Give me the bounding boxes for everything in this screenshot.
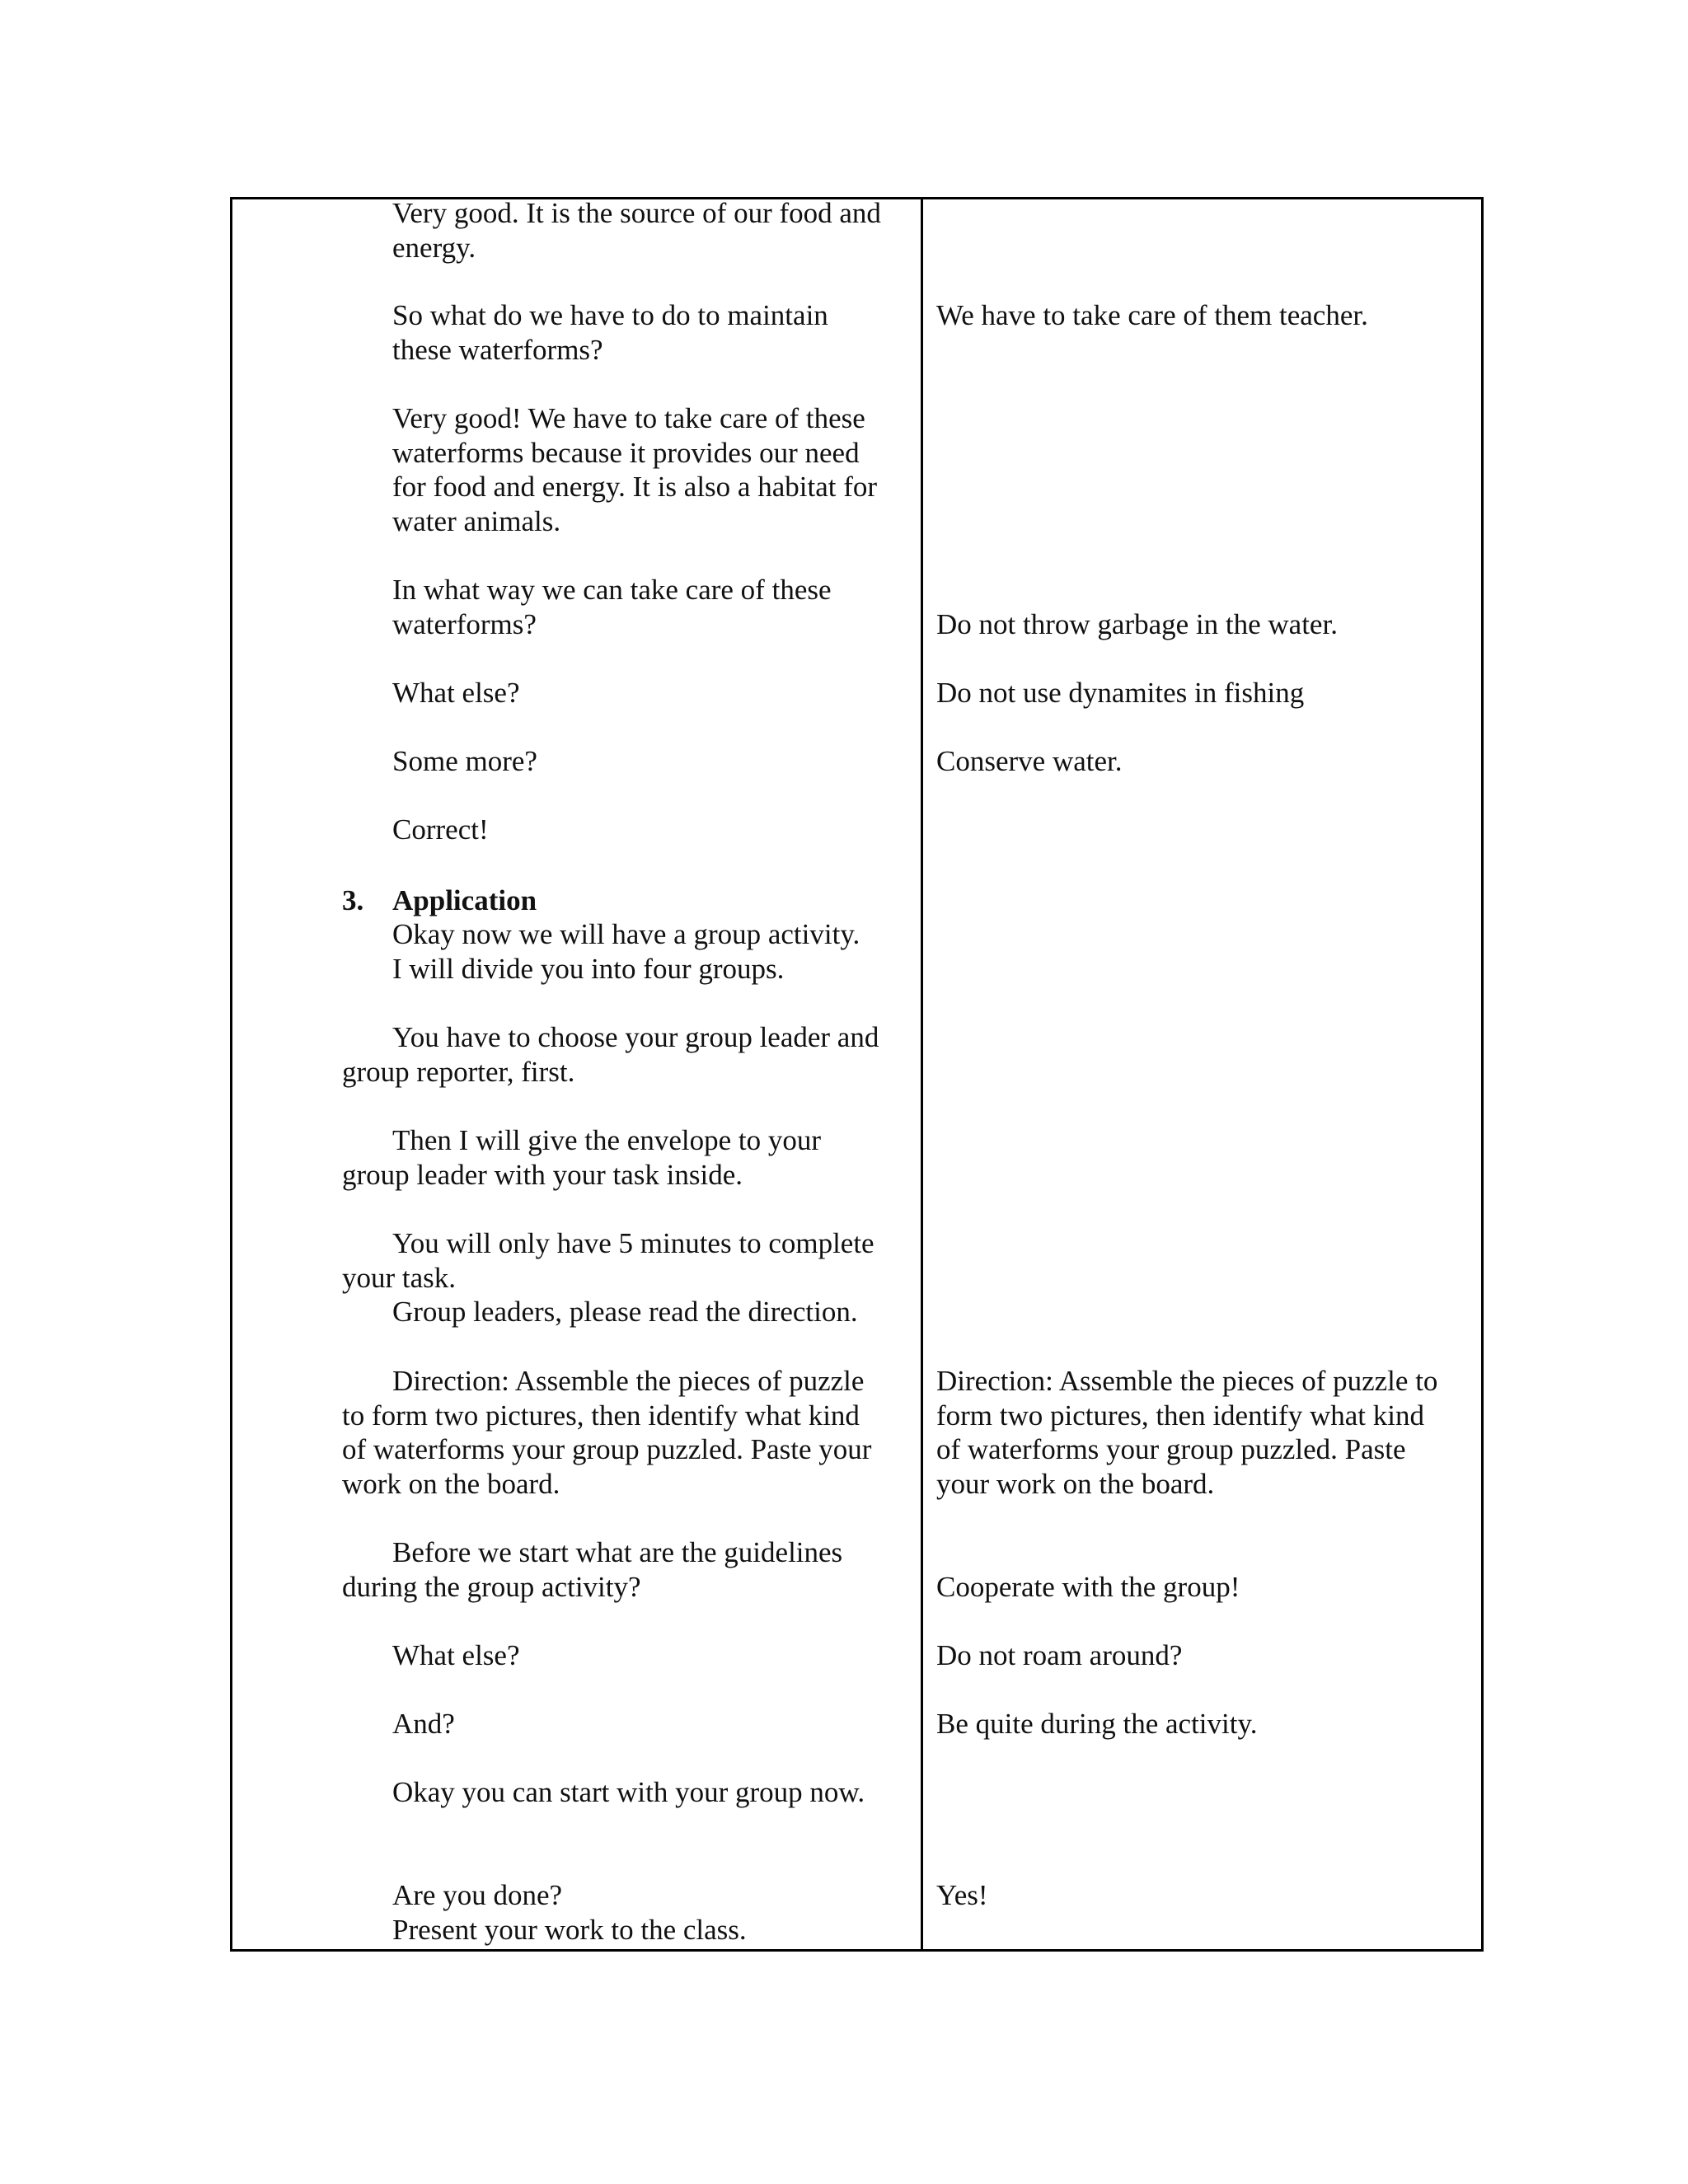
teacher-text-line: these waterforms? [392,334,603,366]
pupil-text-line: Do not roam around? [936,1639,1183,1671]
teacher-text-line: Very good! We have to take care of these [392,402,865,434]
pupil-text-line: Do not use dynamites in fishing [936,677,1305,709]
pupil-text-line: Conserve water. [936,745,1123,777]
teacher-text-line: Present your work to the class. [392,1914,747,1946]
teacher-text-line: So what do we have to do to maintain [392,299,828,331]
pupil-text-line: Yes! [936,1879,988,1911]
pupil-text-line: Direction: Assemble the pieces of puzzle to [936,1365,1438,1397]
teacher-text-line: water animals. [392,505,561,537]
teacher-text-line: waterforms? [392,608,537,640]
teacher-text-line: Okay now we will have a group activity. [392,918,860,950]
teacher-text-line: What else? [392,677,520,709]
teacher-text-line: Very good. It is the source of our food and [392,197,881,229]
teacher-text-line: of waterforms your group puzzled. Paste your [342,1433,872,1465]
teacher-text-line: And? [392,1708,455,1740]
pupil-text-line: Cooperate with the group! [936,1571,1240,1603]
pupil-text-line: Do not throw garbage in the water. [936,608,1338,640]
pupil-text-line: We have to take care of them teacher. [936,299,1368,331]
teacher-text-line: Some more? [392,745,537,777]
teacher-text-line: Then I will give the envelope to your [392,1124,821,1156]
teacher-text-line: 3. [342,884,364,916]
teacher-text-line: You will only have 5 minutes to complete [392,1227,874,1259]
teacher-text-line: Correct! [392,813,489,846]
teacher-text-line: group reporter, first. [342,1056,575,1088]
pupil-text-line: Be quite during the activity. [936,1708,1258,1740]
teacher-text-line: Direction: Assemble the pieces of puzzle [392,1365,865,1397]
teacher-text-line: group leader with your task inside. [342,1159,743,1191]
teacher-text-line: You have to choose your group leader and [392,1021,879,1053]
column-divider [921,197,923,1952]
teacher-text-line: energy. [392,232,476,264]
pupil-text-line: of waterforms your group puzzled. Paste [936,1433,1406,1465]
teacher-text-line: Okay you can start with your group now. [392,1776,865,1808]
pupil-text-line: form two pictures, then identify what kind [936,1399,1424,1432]
teacher-text-line: In what way we can take care of these [392,574,832,606]
teacher-text-line: work on the board. [342,1468,560,1500]
teacher-text-line: for food and energy. It is also a habitat for [392,471,878,503]
teacher-text-line: during the group activity? [342,1571,641,1603]
pupil-text-line: your work on the board. [936,1468,1215,1500]
teacher-text-line: waterforms because it provides our need [392,437,860,469]
teacher-text-line: to form two pictures, then identify what kind [342,1399,860,1432]
teacher-text-line: I will divide you into four groups. [392,953,785,985]
teacher-text-line: Application [392,884,537,916]
teacher-text-line: Are you done? [392,1879,563,1911]
teacher-text-line: What else? [392,1639,520,1671]
teacher-text-line: Before we start what are the guidelines [392,1536,843,1568]
teacher-text-line: your task. [342,1262,457,1294]
teacher-text-line: Group leaders, please read the direction. [392,1296,858,1328]
